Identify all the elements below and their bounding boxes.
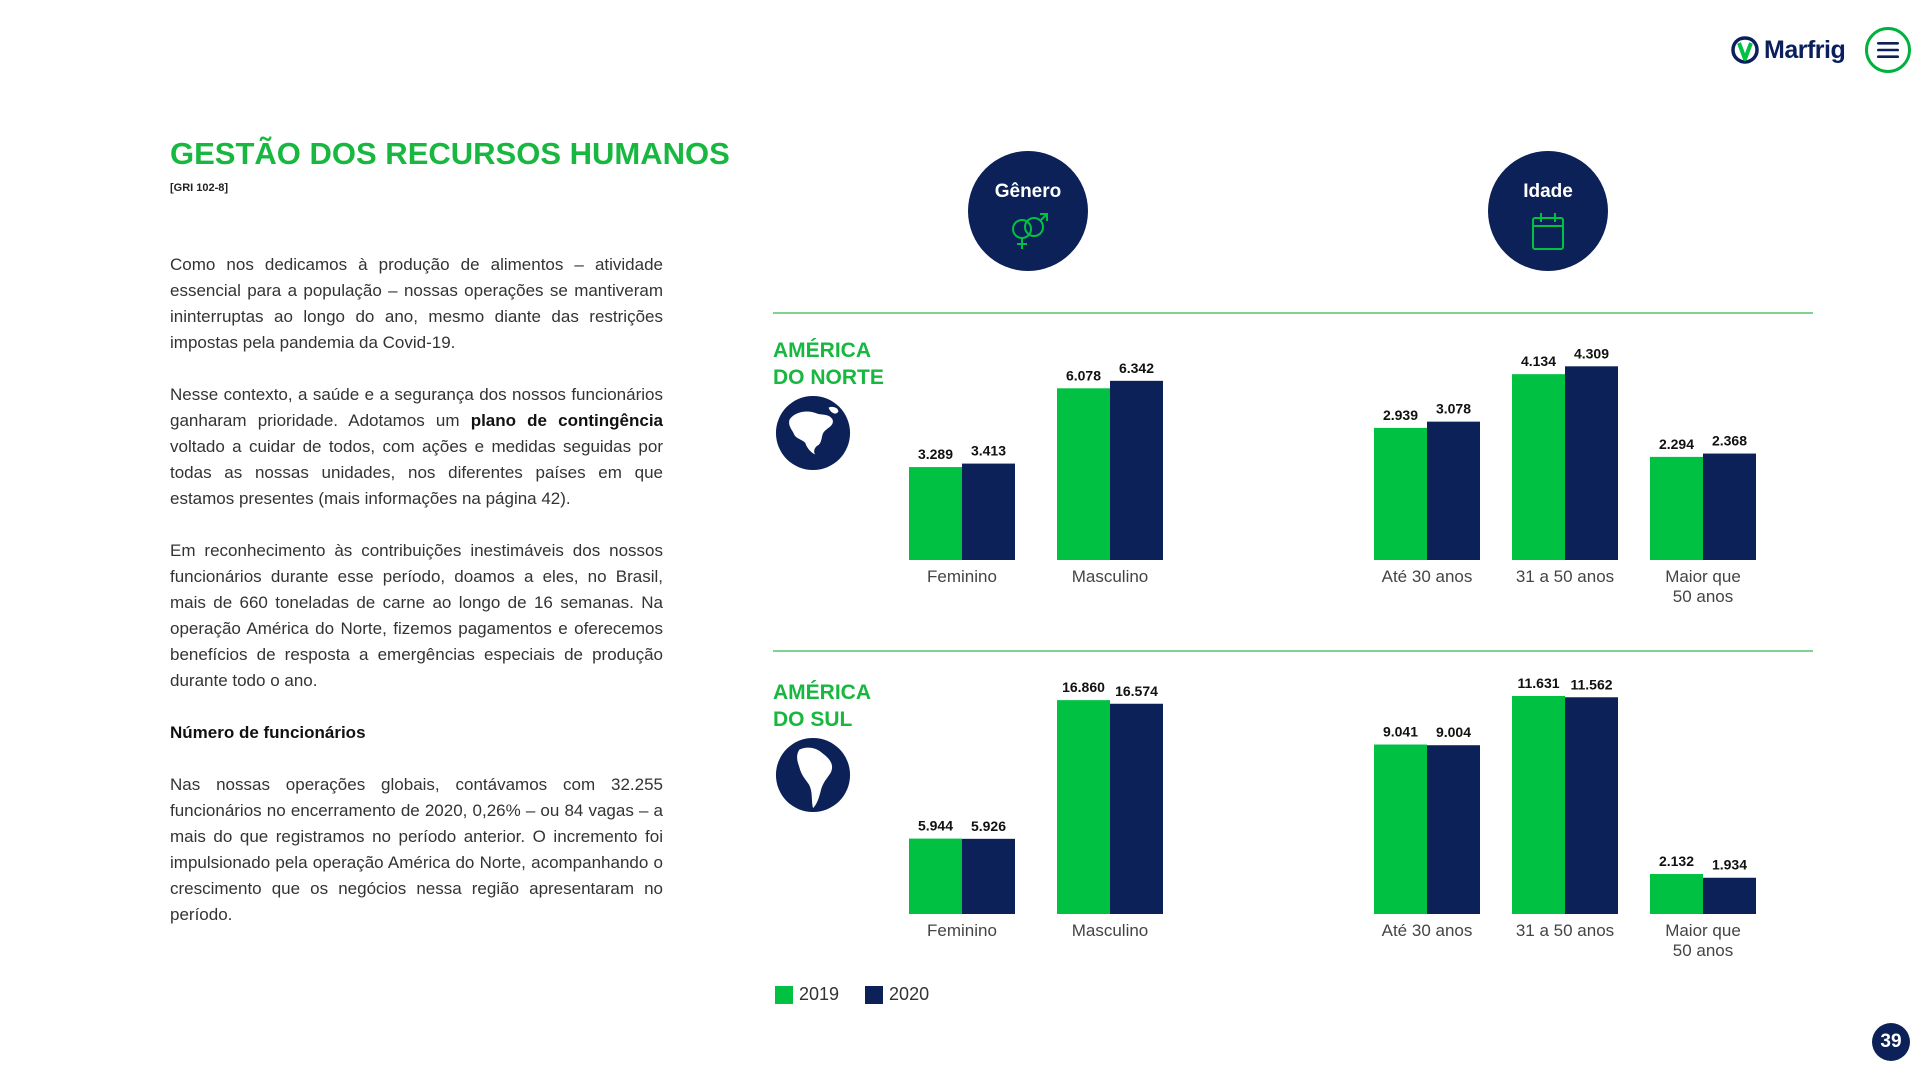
bar-value-label: 6.342 (1118, 359, 1155, 376)
bar-0-0-2020 (962, 464, 1015, 560)
bar-1-1-2019 (1512, 374, 1565, 560)
bar-value-label: 2.368 (1711, 432, 1748, 449)
bar-value-label: 6.078 (1065, 367, 1102, 384)
legend-item-2020 (865, 984, 929, 1005)
bar-value-label: 3.289 (917, 446, 954, 463)
legend-item-2019 (775, 984, 839, 1005)
category-label: Feminino (927, 921, 997, 940)
bar-value-label: 11.631 (1517, 674, 1560, 691)
bar-1-2-2020 (1703, 454, 1756, 560)
bar-0-0-2019 (909, 467, 962, 560)
paragraph-2-text-a: Nesse contexto, a saúde e a segurança dos nossos funcionários ganharam prioridade. Adotamos um (170, 385, 663, 430)
paragraph-4: Nas nossas operações globais, contávamos com 32.255 funcionários no encerramento de 2020, 0,26% – ou 84 vagas – a mais do que registramos no período anterior. O incremento foi impulsionado pela operação América do Norte, acompanhando o crescimento que os negócios nessa região apresentaram no período. (170, 775, 663, 924)
bar-value-label: 16.574 (1115, 682, 1158, 699)
category-label: 31 a 50 anos (1515, 567, 1615, 586)
gri-reference: [GRI 102-8] (170, 182, 229, 194)
bar-value-label: 2.132 (1658, 853, 1695, 870)
bar-1-0-2019 (1374, 428, 1427, 560)
paragraph-3: Em reconhecimento às contribuições inestimáveis dos nossos funcionários durante esse período, doamos a eles, no Brasil, mais de 660 toneladas de carne ao longo de 16 semanas. Na operação América do Norte, fizemos pagamentos e oferecemos benefícios de resposta a emergências especiais de produção durante todo o ano. (170, 541, 663, 690)
bar-value-label: 9.004 (1435, 724, 1472, 741)
bar-3-2-2019 (1650, 874, 1703, 914)
bar-2-0-2019 (909, 839, 962, 914)
bar-1-1-2020 (1565, 366, 1618, 560)
legend-label-2020: 2020 (889, 984, 930, 1004)
section-subhead: Número de funcionários (170, 723, 366, 742)
bar-0-1-2020 (1110, 381, 1163, 560)
bar-value-label: 5.944 (917, 817, 954, 834)
chart-legend (775, 984, 955, 1005)
legend-swatch-2020 (865, 986, 883, 1004)
bar-value-label: 4.134 (1520, 353, 1557, 370)
paragraph-1: Como nos dedicamos à produção de alimentos – atividade essencial para a população – nossas operações se mantiveram ininterruptas ao longo do ano, mesmo diante das restrições impostas pela pandemia da Covid-19. (170, 255, 663, 352)
category-label: 50 anos (1672, 941, 1734, 960)
bar-value-label: 1.934 (1711, 856, 1748, 873)
bar-1-0-2020 (1427, 422, 1480, 560)
bar-1-2-2019 (1650, 457, 1703, 560)
genero-label: Gênero (994, 181, 1062, 202)
page-title: GESTÃO DOS RECURSOS HUMANOS (170, 136, 730, 171)
category-label: Até 30 anos (1381, 921, 1473, 940)
paragraph-2-bold: plano de contingência (470, 411, 663, 430)
category-label: Masculino (1071, 921, 1149, 940)
region-norte-line2: DO NORTE (773, 366, 884, 389)
region-norte-line1: AMÉRICA (773, 339, 871, 362)
bar-value-label: 16.860 (1062, 679, 1105, 696)
bar-2-0-2020 (962, 839, 1015, 914)
bar-value-label: 3.078 (1435, 400, 1472, 417)
bar-value-label: 4.309 (1573, 345, 1610, 362)
paragraph-2-text-b: voltado a cuidar de todos, com ações e medidas seguidas por todas as nossas unidades, nos diferentes países em que estamos presentes (mais informações na página 42). (170, 437, 663, 508)
region-sul-line1: AMÉRICA (773, 681, 871, 704)
bar-3-1-2020 (1565, 697, 1618, 914)
category-label: Masculino (1071, 567, 1149, 586)
bar-value-label: 2.939 (1382, 406, 1419, 423)
bar-value-label: 3.413 (970, 442, 1007, 459)
bar-3-0-2020 (1427, 745, 1480, 914)
bar-value-label: 2.294 (1658, 435, 1695, 452)
bar-2-1-2020 (1110, 704, 1163, 914)
bar-value-label: 5.926 (970, 817, 1007, 834)
legend-label-2019: 2019 (799, 984, 840, 1004)
logo-text: Marfrig (1764, 35, 1846, 64)
legend-swatch-2019 (775, 986, 793, 1004)
category-label: 50 anos (1672, 587, 1734, 606)
bar-value-label: 11.562 (1570, 676, 1613, 693)
bar-2-1-2019 (1057, 700, 1110, 914)
category-label: Maior que (1665, 567, 1741, 586)
category-label: 31 a 50 anos (1515, 921, 1615, 940)
bar-3-1-2019 (1512, 696, 1565, 914)
page-number: 39 (1872, 1023, 1910, 1061)
bar-3-0-2019 (1374, 745, 1427, 914)
category-label: Até 30 anos (1381, 567, 1473, 586)
category-label: Feminino (927, 567, 997, 586)
region-sul-line2: DO SUL (773, 708, 853, 731)
category-label: Maior que (1665, 921, 1741, 940)
bar-3-2-2020 (1703, 878, 1756, 914)
bar-value-label: 9.041 (1382, 723, 1419, 740)
bar-0-1-2019 (1057, 388, 1110, 560)
idade-label: Idade (1523, 181, 1573, 202)
